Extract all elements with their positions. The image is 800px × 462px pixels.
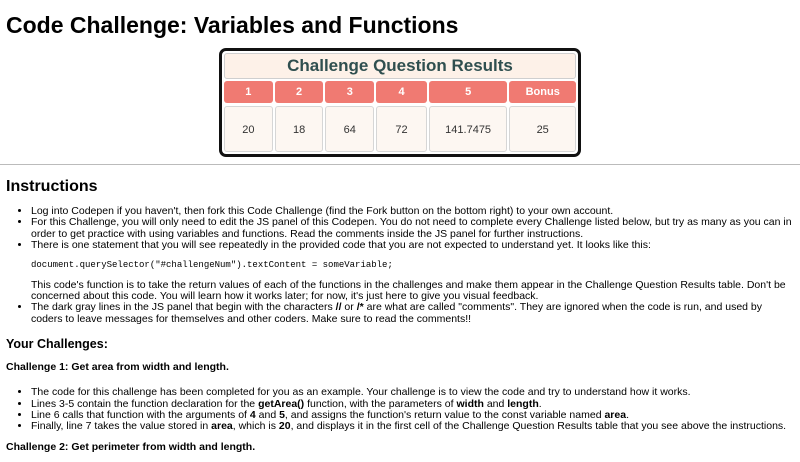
code-snippet: document.querySelector("#challengeNum").textContent = someVariable; bbox=[31, 259, 393, 270]
code-explanation: This code's function is to take the return values of each of the functions in the challenges and make them appear in the Challenge Question Results table. Don't be concerned about this code. You will learn how it works later; for now, it's just here to give you visual feedback. bbox=[31, 278, 786, 303]
value-cell-5: 141.7475 bbox=[429, 106, 508, 152]
header-cell-5: 5 bbox=[429, 81, 508, 103]
comment-marker: // bbox=[335, 301, 342, 314]
value-cell-3: 64 bbox=[325, 106, 374, 152]
code-term: 5 bbox=[279, 409, 285, 422]
challenge-2-heading: Challenge 2: Get perimeter from width and length. bbox=[6, 440, 256, 453]
page-title: Code Challenge: Variables and Functions bbox=[6, 12, 459, 38]
text: or bbox=[341, 301, 357, 314]
header-cell-4: 4 bbox=[376, 81, 427, 103]
text: Finally, line 7 takes the value stored in bbox=[31, 420, 212, 433]
results-value-row bbox=[224, 106, 576, 152]
text: , which is bbox=[232, 420, 279, 433]
list-item bbox=[31, 421, 794, 432]
code-term: 4 bbox=[249, 409, 256, 422]
text: , and displays it in the first cell of the Challenge Question Results table that you see above the instructions. bbox=[290, 420, 787, 433]
list-item: • For this Challenge, you will only need to edit the JS panel of this Codepen. You do not need to complete every Challenge listed below, but try as many as you can in order to get practice with using variables and functions. Read the comments inside the JS panel for further instructions. bbox=[31, 217, 794, 240]
results-table bbox=[219, 48, 581, 157]
code-term: area bbox=[604, 409, 627, 422]
list-item-text: There is one statement that you will see repeatedly in the provided code that you are not expected to understand yet. It looks like this: bbox=[31, 239, 651, 252]
text: and bbox=[483, 397, 508, 410]
code-term: width bbox=[456, 397, 484, 410]
text: and bbox=[255, 409, 280, 422]
challenge-1-heading: Challenge 1: Get area from width and length. bbox=[6, 361, 229, 374]
text: The dark gray lines in the JS panel that begin with the characters bbox=[31, 301, 336, 314]
comment-marker: /* bbox=[356, 301, 364, 314]
text: . bbox=[538, 397, 542, 410]
results-title: Challenge Question Results bbox=[224, 53, 576, 79]
text: . bbox=[626, 409, 629, 422]
header-cell-1: 1 bbox=[224, 81, 273, 103]
value-cell-1: 20 bbox=[224, 106, 273, 152]
instructions-section bbox=[0, 178, 800, 453]
code-term: getArea() bbox=[258, 397, 305, 410]
header-cell-2: 2 bbox=[275, 81, 324, 103]
text: , and assigns the function's return value to the const variable named bbox=[284, 409, 605, 422]
code-term: length bbox=[507, 397, 539, 410]
text: function, with the parameters of bbox=[304, 397, 457, 410]
header-cell-bonus: Bonus bbox=[509, 81, 576, 103]
value-cell-2: 18 bbox=[275, 106, 324, 152]
divider bbox=[0, 164, 800, 165]
instructions-list bbox=[6, 206, 794, 325]
text: are what are called "comments". They are ignored when the code is run, and used by coders to leave messages for themselves and other coders. Make sure to read the comments!! bbox=[31, 301, 763, 325]
challenges-heading: Your Challenges: bbox=[6, 337, 108, 352]
page bbox=[0, 12, 800, 157]
results-header-row bbox=[224, 81, 576, 103]
code-term: 20 bbox=[278, 420, 291, 433]
value-cell-bonus: 25 bbox=[509, 106, 576, 152]
challenge-1-list bbox=[6, 387, 794, 433]
text: Lines 3-5 contain the function declaration for the bbox=[31, 397, 259, 410]
list-item bbox=[31, 302, 794, 325]
code-term: area bbox=[211, 420, 233, 433]
text: Line 6 calls that function with the arguments of bbox=[31, 409, 250, 422]
list-item: • Log into Codepen if you haven't, then fork this Code Challenge (find the Fork button on the bottom right) to your own account. bbox=[31, 206, 794, 217]
header-cell-3: 3 bbox=[325, 81, 374, 103]
list-item bbox=[31, 240, 794, 302]
instructions-heading: Instructions bbox=[6, 178, 98, 195]
value-cell-4: 72 bbox=[376, 106, 427, 152]
list-item: • The code for this challenge has been completed for you as an example. Your challenge is to view the code and try to understand how it works. bbox=[31, 387, 794, 398]
